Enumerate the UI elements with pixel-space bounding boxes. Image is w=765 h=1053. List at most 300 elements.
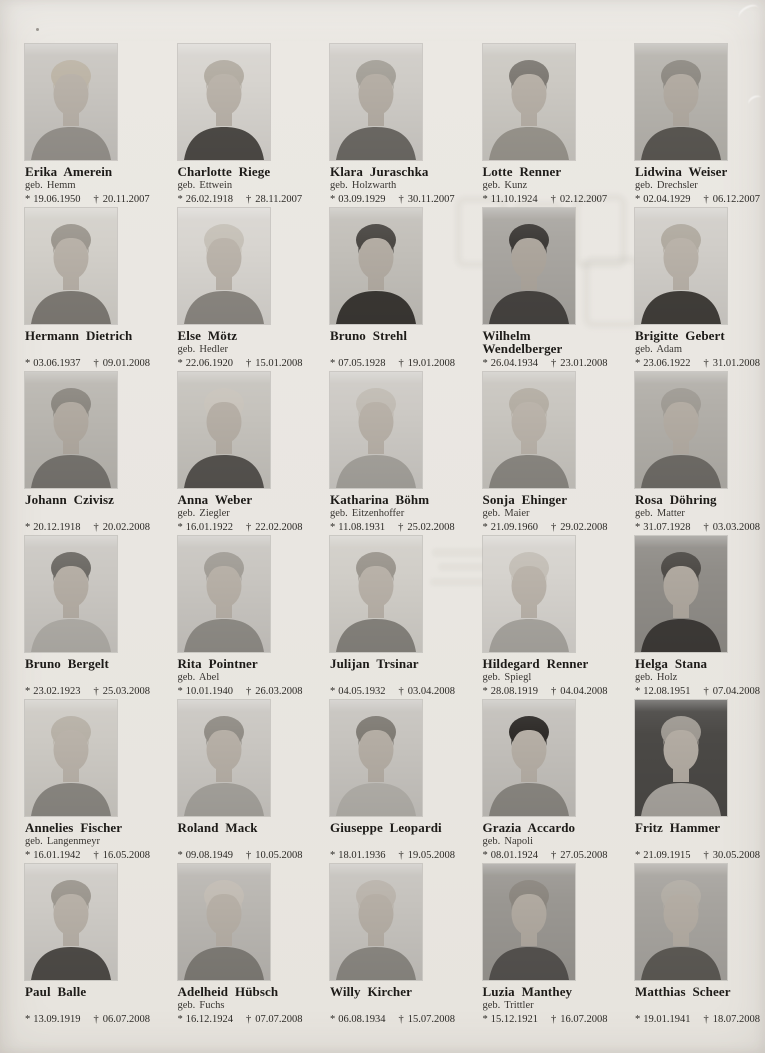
birth-date: 03.06.1937 — [33, 358, 81, 369]
birth-date: 16.01.1922 — [185, 522, 233, 533]
maiden-name-value: Hedler — [199, 343, 228, 355]
birth-symbol: * — [25, 850, 31, 861]
portrait-silhouette — [25, 44, 117, 160]
person-name: Fritz Hammer — [635, 820, 721, 835]
portrait-photo — [178, 864, 270, 980]
birth-date: 09.08.1949 — [185, 850, 233, 861]
portrait-silhouette — [330, 536, 422, 652]
maiden-prefix-label: geb. — [177, 999, 196, 1011]
portrait-photo — [25, 44, 117, 160]
birth-date: 22.06.1920 — [185, 358, 233, 369]
death-date: 16.05.2008 — [102, 850, 150, 861]
portrait-silhouette — [483, 208, 575, 324]
maiden-prefix-label: geb. — [25, 835, 43, 847]
portrait-photo — [25, 536, 117, 652]
person-name: Luzia Manthey — [482, 984, 573, 999]
birth-date: 11.10.1924 — [490, 194, 538, 205]
person-name: Rita Pointner — [177, 656, 258, 671]
entry-text — [25, 822, 153, 848]
maiden-prefix-label: geb. — [177, 507, 196, 519]
life-dates — [178, 1014, 310, 1026]
memorial-entry — [330, 864, 455, 1028]
portrait-silhouette — [178, 372, 270, 488]
death-symbol: † — [93, 194, 99, 205]
death-date: 30.11.2007 — [407, 194, 455, 205]
death-date: 28.11.2007 — [255, 194, 303, 205]
memorial-grid — [25, 44, 760, 1028]
maiden-prefix-label: geb. — [177, 671, 196, 683]
death-symbol: † — [398, 1014, 404, 1025]
birth-symbol: * — [177, 194, 183, 205]
birth-symbol: * — [25, 1014, 31, 1025]
birth-date: 28.08.1919 — [490, 686, 538, 697]
entry-text — [635, 166, 763, 192]
entry-text — [483, 494, 611, 520]
portrait-silhouette — [178, 208, 270, 324]
death-date: 07.07.2008 — [255, 1014, 303, 1025]
death-symbol: † — [93, 358, 99, 369]
death-symbol: † — [246, 686, 252, 697]
portrait-silhouette — [330, 44, 422, 160]
portrait-silhouette — [25, 372, 117, 488]
birth-date: 07.05.1928 — [338, 358, 386, 369]
person-name: Adelheid Hübsch — [177, 984, 279, 999]
death-date: 25.02.2008 — [407, 522, 455, 533]
birth-symbol: * — [177, 1014, 183, 1025]
portrait-silhouette — [330, 700, 422, 816]
entry-text — [25, 166, 153, 192]
birth-date: 23.02.1923 — [33, 686, 81, 697]
portrait-silhouette — [25, 700, 117, 816]
death-date: 29.02.2008 — [560, 522, 608, 533]
life-dates — [25, 850, 157, 862]
memorial-entry — [25, 864, 150, 1028]
birth-date: 11.08.1931 — [338, 522, 386, 533]
maiden-name-value: Kunz — [504, 179, 528, 191]
person-name: Bruno Strehl — [330, 328, 408, 343]
birth-date: 26.04.1934 — [490, 358, 538, 369]
scan-scratch — [746, 93, 763, 108]
life-dates — [483, 850, 615, 862]
birth-symbol: * — [330, 686, 336, 697]
birth-symbol: * — [635, 358, 641, 369]
birth-symbol: * — [330, 1014, 336, 1025]
entry-text — [178, 658, 306, 684]
maiden-name — [635, 180, 763, 192]
portrait-photo — [635, 700, 727, 816]
death-symbol: † — [703, 522, 709, 533]
death-date: 20.02.2008 — [102, 522, 150, 533]
portrait-photo — [178, 536, 270, 652]
portrait-photo — [25, 372, 117, 488]
life-dates — [483, 522, 615, 534]
maiden-name — [178, 672, 306, 684]
person-name: Hermann Dietrich — [25, 328, 133, 343]
memorial-entry — [330, 208, 455, 372]
entry-text — [330, 822, 458, 848]
life-dates — [483, 194, 615, 206]
maiden-name — [483, 1000, 611, 1012]
birth-symbol: * — [482, 194, 488, 205]
person-name: Erika Amerein — [25, 164, 113, 179]
maiden-name-value: Langenmeyr — [46, 835, 100, 847]
memorial-entry — [25, 536, 150, 700]
birth-date: 04.05.1932 — [338, 686, 386, 697]
memorial-entry — [177, 208, 303, 372]
portrait-photo — [635, 372, 727, 488]
maiden-prefix-label: geb. — [482, 999, 501, 1011]
death-date: 09.01.2008 — [102, 358, 150, 369]
death-symbol: † — [703, 1014, 709, 1025]
entry-text — [178, 166, 306, 192]
memorial-entry — [635, 208, 760, 372]
death-symbol: † — [93, 1014, 99, 1025]
entry-text — [635, 822, 763, 848]
portrait-photo — [635, 44, 727, 160]
portrait-silhouette — [483, 44, 575, 160]
person-name: Rosa Döhring — [635, 492, 717, 507]
birth-symbol: * — [482, 358, 488, 369]
birth-date: 13.09.1919 — [33, 1014, 81, 1025]
portrait-photo — [25, 864, 117, 980]
memorial-entry — [177, 864, 303, 1028]
entry-text — [330, 166, 458, 192]
life-dates — [330, 850, 462, 862]
portrait-silhouette — [178, 700, 270, 816]
birth-symbol: * — [482, 686, 488, 697]
person-name: Anna Weber — [177, 492, 253, 507]
memorial-entry — [482, 44, 608, 208]
memorial-entry — [482, 372, 608, 536]
life-dates — [178, 850, 310, 862]
death-symbol: † — [246, 522, 252, 533]
maiden-prefix-label: geb. — [482, 671, 501, 683]
maiden-prefix-label: geb. — [177, 343, 196, 355]
portrait-silhouette — [330, 372, 422, 488]
entry-text — [25, 658, 153, 684]
maiden-prefix-label: geb. — [482, 835, 501, 847]
maiden-prefix-label: geb. — [482, 179, 501, 191]
death-date: 10.05.2008 — [255, 850, 303, 861]
memorial-entry — [177, 536, 303, 700]
person-name: Willy Kircher — [330, 984, 412, 999]
portrait-photo — [330, 372, 422, 488]
maiden-name — [635, 508, 763, 520]
death-symbol: † — [398, 522, 404, 533]
maiden-name — [25, 180, 153, 192]
portrait-silhouette — [25, 536, 117, 652]
portrait-silhouette — [178, 864, 270, 980]
entry-text — [25, 494, 153, 520]
birth-date: 08.01.1924 — [490, 850, 538, 861]
portrait-silhouette — [635, 372, 727, 488]
birth-symbol: * — [330, 358, 336, 369]
entry-text — [483, 986, 611, 1012]
death-date: 06.07.2008 — [102, 1014, 150, 1025]
person-name: Giuseppe Leopardi — [330, 820, 442, 835]
birth-date: 16.01.1942 — [33, 850, 81, 861]
life-dates — [483, 1014, 615, 1026]
death-symbol: † — [703, 850, 709, 861]
birth-symbol: * — [177, 522, 183, 533]
death-date: 15.01.2008 — [255, 358, 303, 369]
birth-symbol: * — [635, 686, 641, 697]
birth-symbol: * — [177, 686, 183, 697]
death-date: 25.03.2008 — [102, 686, 150, 697]
life-dates — [635, 686, 765, 698]
birth-date: 02.04.1929 — [643, 194, 691, 205]
birth-date: 19.01.1941 — [643, 1014, 691, 1025]
maiden-name — [635, 344, 763, 356]
entry-text — [178, 822, 306, 848]
portrait-photo — [483, 864, 575, 980]
death-date: 03.04.2008 — [407, 686, 455, 697]
life-dates — [178, 686, 310, 698]
person-name: Johann Czivisz — [25, 492, 115, 507]
portrait-silhouette — [483, 372, 575, 488]
maiden-name-value: Trittler — [504, 999, 534, 1011]
birth-date: 18.01.1936 — [338, 850, 386, 861]
death-date: 27.05.2008 — [560, 850, 608, 861]
entry-text — [178, 986, 306, 1012]
maiden-name-value: Ettwein — [199, 179, 233, 191]
life-dates — [330, 686, 462, 698]
death-date: 07.04.2008 — [712, 686, 760, 697]
birth-date: 21.09.1915 — [643, 850, 691, 861]
person-name: Wilhelm Wendelberger — [482, 328, 563, 356]
maiden-name-value: Spiegl — [504, 671, 532, 683]
maiden-prefix-label: geb. — [177, 179, 196, 191]
person-name: Katharina Böhm — [330, 492, 430, 507]
portrait-photo — [483, 372, 575, 488]
life-dates — [25, 1014, 157, 1026]
portrait-silhouette — [483, 864, 575, 980]
maiden-name-value: Drechsler — [656, 179, 698, 191]
portrait-silhouette — [635, 700, 727, 816]
death-symbol: † — [551, 686, 557, 697]
portrait-photo — [483, 208, 575, 324]
birth-date: 10.01.1940 — [185, 686, 233, 697]
person-name: Grazia Accardo — [482, 820, 576, 835]
life-dates — [635, 1014, 765, 1026]
death-date: 30.05.2008 — [712, 850, 760, 861]
life-dates — [178, 194, 310, 206]
maiden-name-value: Abel — [198, 671, 220, 683]
portrait-silhouette — [25, 208, 117, 324]
maiden-name-value: Holzwarth — [351, 179, 397, 191]
memorial-entry — [482, 864, 608, 1028]
birth-date: 23.06.1922 — [643, 358, 691, 369]
birth-date: 15.12.1921 — [490, 1014, 538, 1025]
memorial-entry — [25, 372, 150, 536]
death-symbol: † — [551, 358, 557, 369]
scan-scratch — [736, 2, 762, 25]
portrait-photo — [178, 372, 270, 488]
maiden-name-value: Holz — [656, 671, 678, 683]
maiden-name-value: Fuchs — [199, 999, 225, 1011]
portrait-silhouette — [635, 44, 727, 160]
memorial-entry — [25, 208, 150, 372]
portrait-silhouette — [483, 536, 575, 652]
portrait-photo — [25, 208, 117, 324]
life-dates — [635, 850, 765, 862]
person-name: Bruno Bergelt — [25, 656, 109, 671]
memorial-entry — [635, 44, 760, 208]
maiden-name — [330, 508, 458, 520]
entry-text — [635, 494, 763, 520]
memorial-entry — [330, 372, 455, 536]
death-date: 02.12.2007 — [559, 194, 608, 205]
life-dates — [635, 194, 765, 206]
portrait-photo — [330, 208, 422, 324]
maiden-prefix-label: geb. — [330, 179, 348, 191]
portrait-silhouette — [330, 864, 422, 980]
portrait-silhouette — [330, 208, 422, 324]
life-dates — [25, 194, 157, 206]
scan-speck — [36, 28, 39, 31]
life-dates — [25, 358, 157, 370]
entry-text — [635, 658, 763, 684]
memorial-entry — [635, 536, 760, 700]
person-name: Sonja Ehinger — [482, 492, 568, 507]
maiden-name-value: Napoli — [504, 835, 533, 847]
birth-symbol: * — [482, 850, 488, 861]
portrait-photo — [178, 44, 270, 160]
portrait-photo — [635, 536, 727, 652]
maiden-name — [178, 508, 306, 520]
entry-text — [483, 822, 611, 848]
portrait-silhouette — [178, 536, 270, 652]
portrait-photo — [178, 700, 270, 816]
birth-symbol: * — [635, 1014, 641, 1025]
maiden-name — [483, 672, 611, 684]
maiden-name — [178, 344, 306, 356]
death-date: 31.01.2008 — [712, 358, 760, 369]
entry-text — [330, 658, 458, 684]
death-symbol: † — [93, 686, 99, 697]
entry-text — [25, 330, 153, 356]
life-dates — [330, 358, 462, 370]
portrait-photo — [483, 44, 575, 160]
memorial-entry — [330, 700, 455, 864]
portrait-photo — [330, 700, 422, 816]
death-symbol: † — [703, 686, 709, 697]
death-date: 06.12.2007 — [712, 194, 760, 205]
portrait-silhouette — [635, 864, 727, 980]
death-symbol: † — [246, 1014, 252, 1025]
birth-symbol: * — [635, 522, 641, 533]
entry-text — [635, 986, 763, 1012]
death-symbol: † — [246, 194, 252, 205]
birth-symbol: * — [635, 850, 641, 861]
birth-date: 19.06.1950 — [33, 194, 81, 205]
death-date: 16.07.2008 — [560, 1014, 608, 1025]
portrait-photo — [483, 700, 575, 816]
portrait-photo — [483, 536, 575, 652]
maiden-prefix-label: geb. — [635, 343, 653, 355]
person-name: Helga Stana — [635, 656, 708, 671]
portrait-photo — [635, 864, 727, 980]
death-symbol: † — [93, 850, 99, 861]
maiden-name — [25, 836, 153, 848]
maiden-prefix-label: geb. — [635, 179, 653, 191]
death-date: 19.01.2008 — [407, 358, 455, 369]
death-symbol: † — [398, 358, 404, 369]
maiden-name-value: Ziegler — [199, 507, 230, 519]
death-symbol: † — [551, 850, 557, 861]
maiden-prefix-label: geb. — [330, 507, 348, 519]
death-symbol: † — [93, 522, 99, 533]
person-name: Annelies Fischer — [25, 820, 123, 835]
death-date: 26.03.2008 — [255, 686, 303, 697]
portrait-silhouette — [635, 208, 727, 324]
memorial-entry — [177, 372, 303, 536]
birth-date: 12.08.1951 — [643, 686, 691, 697]
entry-text — [330, 330, 458, 356]
entry-text — [330, 986, 458, 1012]
maiden-name-value: Matter — [656, 507, 685, 519]
memorial-entry — [635, 864, 760, 1028]
life-dates — [635, 358, 765, 370]
entry-text — [483, 658, 611, 684]
life-dates — [25, 686, 157, 698]
portrait-photo — [330, 536, 422, 652]
person-name: Brigitte Gebert — [635, 328, 725, 343]
entry-text — [25, 986, 153, 1012]
entry-text — [330, 494, 458, 520]
death-date: 15.07.2008 — [407, 1014, 455, 1025]
life-dates — [25, 522, 157, 534]
portrait-photo — [330, 864, 422, 980]
maiden-name — [483, 508, 611, 520]
birth-symbol: * — [482, 1014, 488, 1025]
memorial-entry — [635, 700, 760, 864]
death-symbol: † — [703, 194, 709, 205]
life-dates — [635, 522, 765, 534]
memorial-entry — [482, 700, 608, 864]
maiden-prefix-label: geb. — [25, 179, 43, 191]
memorial-entry — [482, 208, 608, 372]
memorial-entry — [330, 44, 455, 208]
birth-symbol: * — [25, 194, 31, 205]
life-dates — [483, 686, 615, 698]
death-date: 20.11.2007 — [102, 194, 150, 205]
death-symbol: † — [398, 194, 404, 205]
maiden-name-value: Hemm — [46, 179, 76, 191]
death-symbol: † — [398, 686, 404, 697]
maiden-name — [635, 672, 763, 684]
maiden-name-value: Adam — [656, 343, 683, 355]
maiden-prefix-label: geb. — [635, 507, 653, 519]
maiden-name — [178, 180, 306, 192]
birth-date: 03.09.1929 — [338, 194, 386, 205]
entry-text — [483, 166, 611, 192]
birth-symbol: * — [482, 522, 488, 533]
memorial-entry — [25, 44, 150, 208]
death-symbol: † — [398, 850, 404, 861]
person-name: Else Mötz — [177, 328, 238, 343]
birth-symbol: * — [25, 522, 31, 533]
memorial-entry — [25, 700, 150, 864]
life-dates — [330, 194, 462, 206]
maiden-name — [330, 180, 458, 192]
memorial-entry — [635, 372, 760, 536]
life-dates — [330, 1014, 462, 1026]
birth-symbol: * — [330, 850, 336, 861]
person-name: Matthias Scheer — [635, 984, 731, 999]
death-symbol: † — [551, 522, 557, 533]
memorial-entry — [177, 44, 303, 208]
